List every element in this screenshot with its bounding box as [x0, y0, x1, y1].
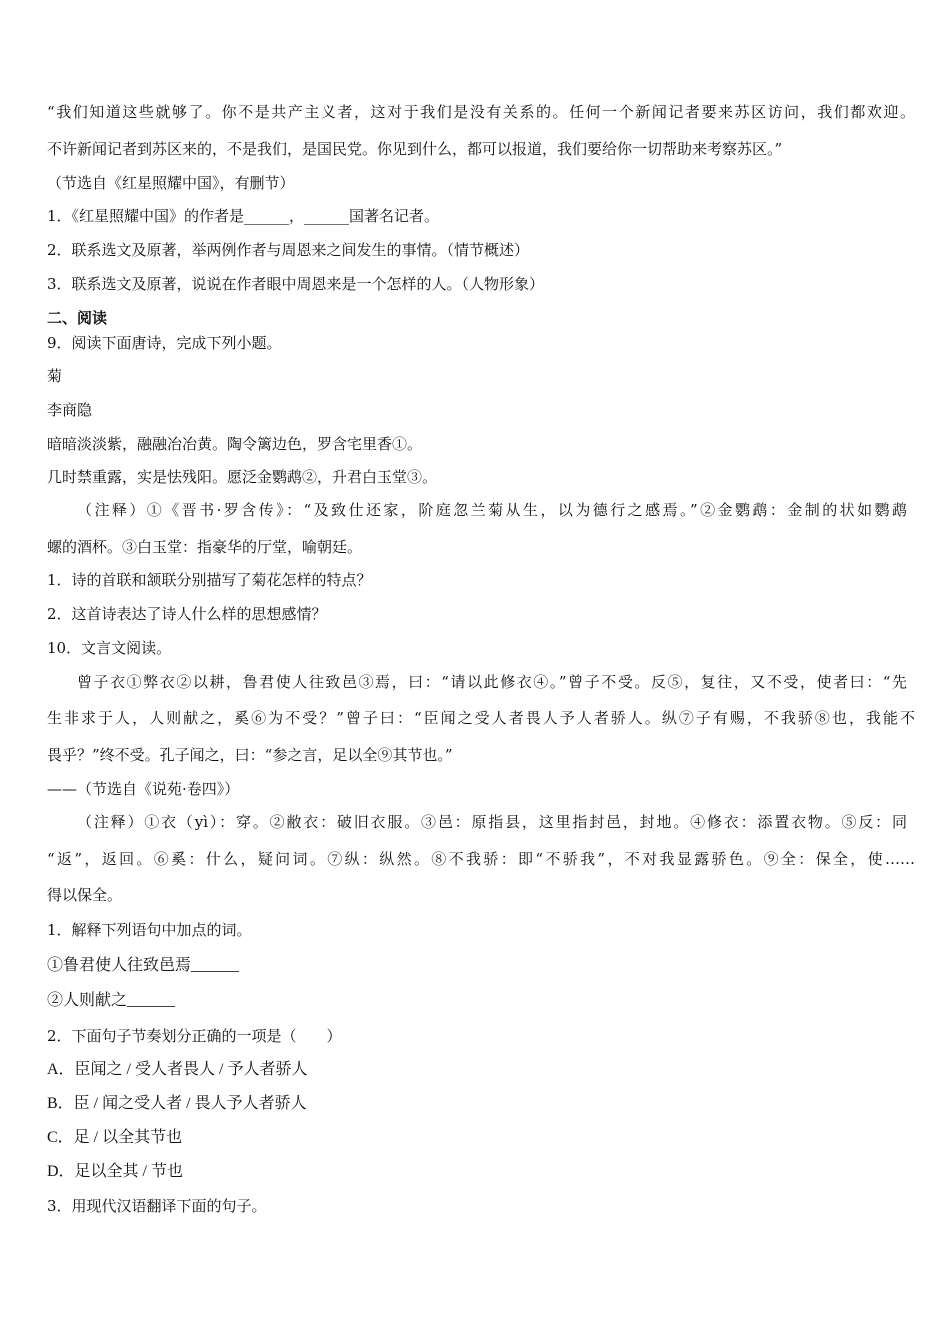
option-c: C．足 / 以全其节也: [47, 1129, 183, 1146]
question: 1．《红星照耀中国》的作者是______，______国著名记者。: [47, 207, 440, 225]
source-note: （节选自《红星照耀中国》，有删节）: [47, 174, 295, 192]
question: 10．文言文阅读。: [47, 639, 172, 657]
passage-line: 不许新闻记者到苏区来的，不是我们，是国民党。你见到什么，都可以报道，我们要给你一切帮助来考察苏区。”: [47, 140, 783, 158]
poem-line: 暗暗淡淡紫，融融冶冶黄。陶令篱边色，罗含宅里香①。: [47, 435, 423, 453]
question: 9．阅读下面唐诗，完成下列小题。: [47, 334, 282, 352]
option-a: A．臣闻之 / 受人者畏人 / 予人者骄人: [47, 1061, 308, 1078]
sub-question: ①鲁君使人往致邑焉______: [47, 957, 240, 974]
question: 1．诗的首联和颔联分别描写了菊花怎样的特点？: [47, 571, 372, 589]
question: 3．用现代汉语翻译下面的句子。: [47, 1197, 267, 1215]
source-note: ——（节选自《说苑·卷四》）: [47, 780, 240, 798]
question: 2．下面句子节奏划分正确的一项是（ ）: [47, 1027, 342, 1045]
question: 3．联系选文及原著，说说在作者眼中周恩来是一个怎样的人。（人物形象）: [47, 275, 545, 293]
poem-line: 几时禁重露，实是怯残阳。愿泛金鹦鹉②，升君白玉堂③。: [47, 468, 438, 486]
sub-question: ②人则献之______: [47, 992, 176, 1009]
option-d: D．足以全其 / 节也: [47, 1163, 184, 1180]
annotation: （注释）①《晋书·罗含传》：“及致仕还家，阶庭忽兰菊从生，以为德行之感焉。”②金鹦鹉：金制的状如鹦鹉: [77, 501, 907, 519]
question: 1．解释下列语句中加点的词。: [47, 921, 252, 939]
classical-text: 畏乎？”终不受。孔子闻之，曰：“参之言，足以全⑨其节也。”: [47, 746, 453, 764]
poem-title: 菊: [47, 367, 63, 385]
question: 2．联系选文及原著，举两例作者与周恩来之间发生的事情。（情节概述）: [47, 241, 530, 259]
question: 2．这首诗表达了诗人什么样的思想感情？: [47, 605, 327, 623]
option-b: B．臣 / 闻之受人者 / 畏人予人者骄人: [47, 1095, 307, 1112]
classical-text: 曾子衣①弊衣②以耕，鲁君使人往致邑③焉，曰：“请以此修衣④。”曾子不受。反⑤，复往，又不受，使者曰：“先: [77, 673, 907, 691]
annotation: 螺的酒杯。③白玉堂：指豪华的厅堂，喻朝廷。: [47, 538, 363, 556]
passage-line: “我们知道这些就够了。你不是共产主义者，这对于我们是没有关系的。任何一个新闻记者要来苏区访问，我们都欢迎。: [47, 103, 915, 121]
section-heading: 二、阅读: [47, 309, 108, 327]
annotation: 得以保全。: [47, 886, 123, 904]
poem-author: 李商隐: [47, 401, 93, 419]
annotation: （注释）①衣（yì）：穿。②敝衣：破旧衣服。③邑：原指县，这里指封邑，封地。④修衣：添置衣物。⑤反：同: [77, 813, 907, 831]
annotation: “返”，返回。⑥奚：什么，疑问词。⑦纵：纵然。⑧不我骄：即“不骄我”，不对我显露骄色。⑨全：保全，使……: [47, 850, 915, 868]
classical-text: 生非求于人，人则献之，奚⑥为不受？”曾子曰：“臣闻之受人者畏人予人者骄人。纵⑦子有赐，不我骄⑧也，我能不: [47, 709, 915, 727]
